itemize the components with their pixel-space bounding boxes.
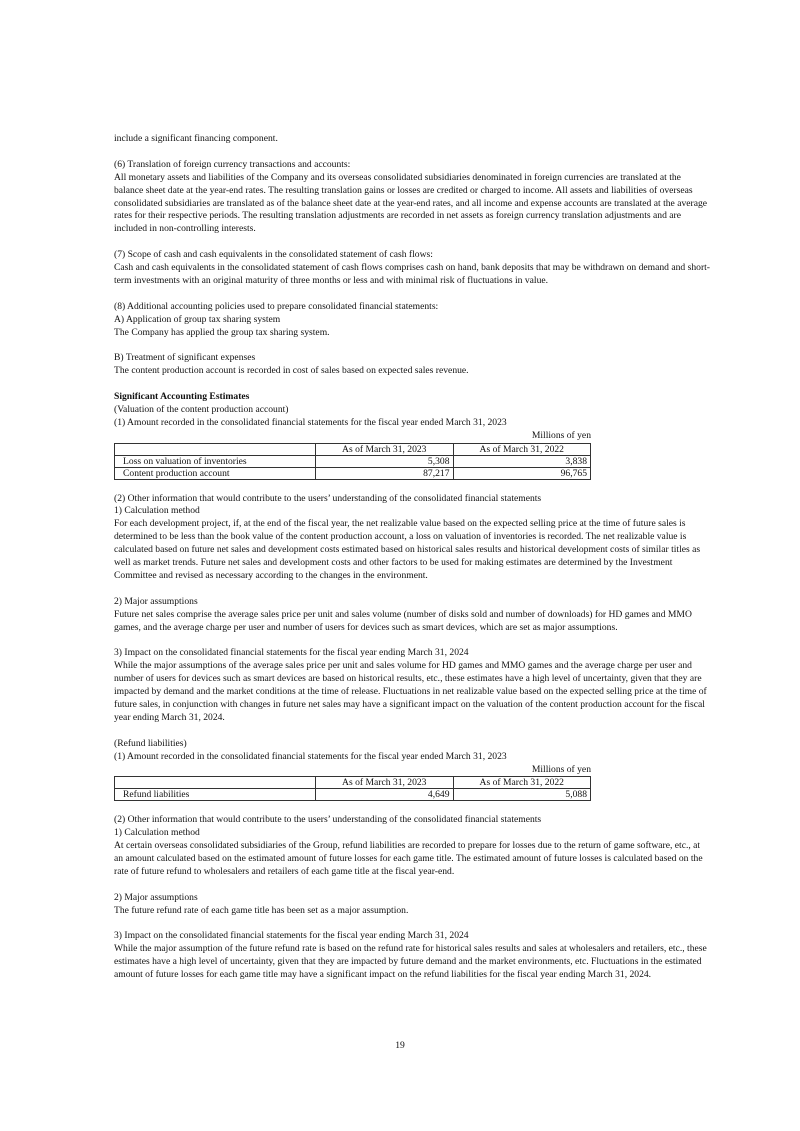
document-page <box>114 133 710 982</box>
refund-other-heading: (2) Other information that would contribute to the users’ understanding of the consolidated financial statements <box>114 814 542 826</box>
row-label: Content production account <box>115 467 316 479</box>
refund-calc-body: At certain overseas consolidated subsidiaries of the Group, refund liabilities are recorded to prepare for losses due to the return of game software, etc., at an amount calculated based on the estimated amount of future losses for each game title. The estimated amount of future losses is calculated based on the rate of future refund to wholesalers and retailers of each game title at the fiscal year-end. <box>114 840 703 877</box>
section-8-heading: (8) Additional accounting policies used to prepare consolidated financial statements: <box>114 300 439 312</box>
table-header-cell: As of March 31, 2022 <box>453 777 591 789</box>
content-calc-heading: 1) Calculation method <box>114 505 200 517</box>
row-value-2022: 3,838 <box>453 455 591 467</box>
refund-impact-body: While the major assumption of the future refund rate is based on the refund rate for historical sales results and sales at wholesalers and retailers, etc., these estimates have a high level of uncertainty, given that they are impacted by future demand and the market environments, etc. Fluctuations in the estimated amount of future losses for each game title may have a significant impact on the refund liabilities for the fiscal year ending March 31, 2024. <box>114 943 707 981</box>
table-header-cell: As of March 31, 2023 <box>316 443 454 455</box>
content-impact-heading: 3) Impact on the consolidated financial statements for the fiscal year ending March 31, 2024 <box>114 647 469 659</box>
table-header-cell <box>115 777 316 789</box>
section-8b-heading: B) Treatment of significant expenses <box>114 352 256 364</box>
content-calc-body: For each development project, if, at the end of the fiscal year, the net realizable value based on the expected selling price at the time of future sales is determined to be less than the book value of the content production account, a loss on valuation of inventories is recorded. The net realizable value is calculated based on future net sales and development costs estimated based on historical sales results and historical development costs of similar titles as well as market trends. Future net sales and development costs and other factors to be used for making estimates are determined by the Investment Committee and revised as necessary according to the changes in the environment. <box>114 518 701 581</box>
section-6-heading: (6) Translation of foreign currency transactions and accounts: <box>114 158 351 170</box>
refund-calc-heading: 1) Calculation method <box>114 827 200 839</box>
refund-amount-heading: (1) Amount recorded in the consolidated financial statements for the fiscal year ended March 31, 2023 <box>114 750 507 762</box>
row-value-2022: 5,088 <box>453 789 591 801</box>
refund-liabilities-table <box>114 776 591 801</box>
content-amount-heading: (1) Amount recorded in the consolidated financial statements for the fiscal year ended March 31, 2023 <box>114 416 507 428</box>
table-row <box>115 467 591 479</box>
page-number: 19 <box>395 1040 405 1051</box>
refund-assumptions-body: The future refund rate of each game title has been set as a major assumption. <box>114 904 409 916</box>
intro-text: include a significant financing component. <box>114 133 278 144</box>
content-production-table <box>114 443 591 480</box>
table-row <box>115 789 591 801</box>
table-header-cell <box>115 443 316 455</box>
content-assumptions-heading: 2) Major assumptions <box>114 595 198 607</box>
row-value-2022: 96,765 <box>453 467 591 479</box>
row-value-2023: 5,308 <box>316 455 454 467</box>
section-7-heading: (7) Scope of cash and cash equivalents in the consolidated statement of cash flows: <box>114 249 433 261</box>
section-8b-body: The content production account is recorded in cost of sales based on expected sales revenue. <box>114 365 469 377</box>
content-unit-label: Millions of yen <box>531 429 591 441</box>
refund-impact-heading: 3) Impact on the consolidated financial statements for the fiscal year ending March 31, 2024 <box>114 930 469 942</box>
row-value-2023: 87,217 <box>316 467 454 479</box>
refund-assumptions-heading: 2) Major assumptions <box>114 891 198 903</box>
content-subtitle: (Valuation of the content production account) <box>114 403 289 415</box>
content-other-heading: (2) Other information that would contribute to the users’ understanding of the consolidated financial statements <box>114 492 542 504</box>
section-8a-heading: A) Application of group tax sharing system <box>114 313 281 325</box>
estimates-title: Significant Accounting Estimates <box>114 391 250 403</box>
table-header-row <box>115 777 591 789</box>
table-header-cell: As of March 31, 2023 <box>316 777 454 789</box>
content-impact-body: While the major assumptions of the average sales price per unit and sales volume for HD games and MMO games and the average charge per user and number of users for devices such as smart devices are based on historical results, etc., these estimates have a high level of uncertainty, given that they are impacted by demand and the market conditions at the time of release. Fluctuations in net realizable value based on the expected selling price at the time of future sales, in conjunction with changes in future net sales may have a significant impact on the valuation of the content production account for the fiscal year ending March 31, 2024. <box>114 660 707 723</box>
section-6-body: All monetary assets and liabilities of the Company and its overseas consolidated subsidiaries denominated in foreign currencies are translated at the balance sheet date at the year-end rates. The resulting translation gains or losses are credited or charged to income. All assets and liabilities of overseas consolidated subsidiaries are translated as of the balance sheet date at the year-end rates, and all income and expense accounts are translated at the average rates for their respective periods. The resulting translation adjustments are recorded in net assets as foreign currency translation adjustments and are included in non-controlling interests. <box>114 171 708 235</box>
table-row <box>115 455 591 467</box>
row-label: Loss on valuation of inventories <box>115 455 316 467</box>
refund-unit-label: Millions of yen <box>531 763 591 775</box>
table-header-cell: As of March 31, 2022 <box>453 443 591 455</box>
section-8a-body: The Company has applied the group tax sharing system. <box>114 326 330 338</box>
section-7-body: Cash and cash equivalents in the consolidated statement of cash flows comprises cash on hand, bank deposits that may be withdrawn on demand and short-term investments with an original maturity of three months or less and with minimal risk of fluctuations in value. <box>114 262 711 286</box>
table-header-row <box>115 443 591 455</box>
refund-subtitle: (Refund liabilities) <box>114 737 187 749</box>
row-value-2023: 4,649 <box>316 789 454 801</box>
row-label: Refund liabilities <box>115 789 316 801</box>
content-assumptions-body: Future net sales comprise the average sales price per unit and sales volume (number of disks sold and number of downloads) for HD games and MMO games, and the average charge per user and number of users for devices such as smart devices, which are set as major assumptions. <box>114 608 692 633</box>
